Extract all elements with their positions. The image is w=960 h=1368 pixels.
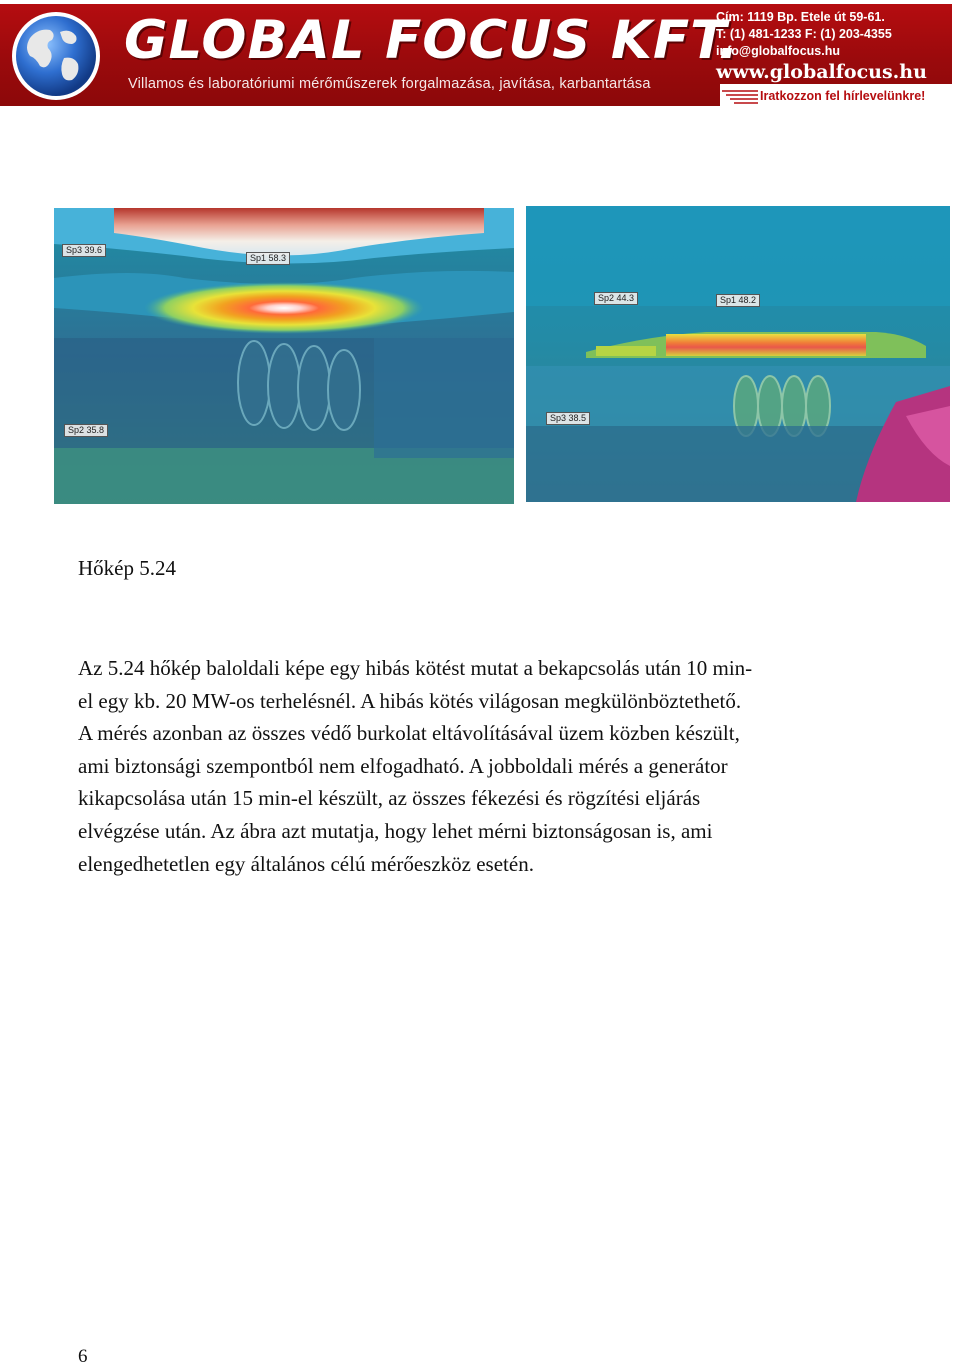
spot-label: Sp3 38.5 [546, 412, 590, 425]
contact-block [716, 9, 952, 83]
paragraph-line: kikapcsolása után 15 min-el készült, az összes fékezési és rögzítési eljárás [78, 786, 701, 811]
address-text: Cím: 1119 Bp. Etele út 59-61. [716, 10, 885, 24]
thermal-image-right-graphic [526, 206, 950, 502]
spot-label: Sp2 35.8 [64, 424, 108, 437]
company-tagline: Villamos és laboratóriumi mérőműszerek forgalmazása, javítása, karbantartása [128, 76, 651, 92]
paragraph-line: Az 5.24 hőkép baloldali képe egy hibás kötést mutat a bekapcsolás után 10 min- [78, 656, 753, 680]
globe-icon [8, 10, 104, 102]
spot-label: Sp2 44.3 [594, 292, 638, 305]
phone-text: T: (1) 481-1233 F: (1) 203-4355 [716, 27, 892, 41]
header-banner [0, 4, 952, 106]
spot-label: Sp1 48.2 [716, 294, 760, 307]
newsletter-banner[interactable] [720, 84, 952, 106]
paragraph-line: elengedhetetlen egy általános célú mérőeszköz esetén. [78, 851, 534, 876]
paragraph-line: ami biztonsági szempontból nem elfogadható. A jobboldali mérés a generátor [78, 753, 728, 778]
body-paragraph [78, 652, 878, 880]
speed-lines-icon [720, 87, 760, 106]
paragraph-line: el egy kb. 20 MW-os terhelésnél. A hibás kötés világosan megkülönböztethető. [78, 688, 742, 713]
thermal-image-left [54, 208, 514, 504]
page-number: 6 [78, 1346, 88, 1367]
email-text: info@globalfocus.hu [716, 44, 840, 58]
spot-label: Sp1 58.3 [246, 252, 290, 265]
spot-label: Sp3 39.6 [62, 244, 106, 257]
paragraph-line: elvégzése után. Az ábra azt mutatja, hogy lehet mérni biztonságosan is, ami [78, 818, 713, 843]
newsletter-text: Iratkozzon fel hírlevelünkre! [760, 89, 926, 103]
thermal-image-right [526, 206, 950, 502]
company-name: GLOBAL FOCUS KFT. [124, 10, 740, 71]
website-link[interactable]: www.globalfocus.hu [716, 61, 927, 83]
figure-caption: Hőkép 5.24 [78, 556, 176, 580]
paragraph-line: A mérés azonban az összes védő burkolat eltávolításával üzem közben készült, [78, 721, 740, 746]
